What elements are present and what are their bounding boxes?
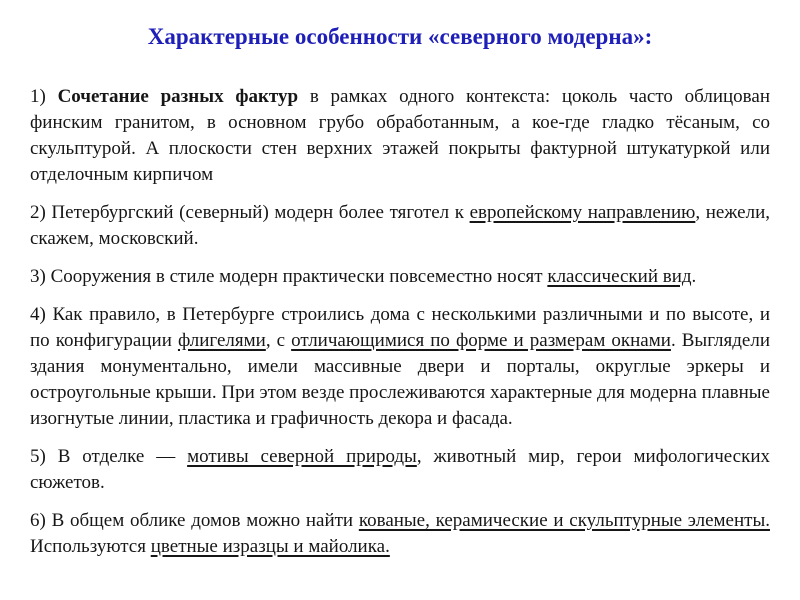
paragraph-4 <box>30 302 770 432</box>
text-segment: 3) Сооружения в стиле модерн практически повсеместно носят <box>30 266 548 287</box>
text-segment: , нежели, скажем, московский. <box>30 202 770 249</box>
text-segment-underlined: отличающимися по форме и размерам окнами <box>291 330 671 351</box>
paragraph-2 <box>30 200 770 252</box>
text-segment: 1) <box>30 86 58 107</box>
text-segment: 6) В общем облике домов можно найти <box>30 510 359 531</box>
text-segment: 2) Петербургский (северный) модерн более тяготел к <box>30 202 470 223</box>
text-segment-underlined: классический вид <box>547 266 692 287</box>
slide-title: Характерные особенности «северного модерна»: <box>147 24 653 49</box>
text-segment: в рамках одного контекста: цоколь часто облицован финским гранитом, в основном грубо обработанным, а кое-где гладко тёсаным, со скульптурой. А плоскости стен верхних этажей покрыты фактурной штукатуркой или отделочным кирпичом <box>30 86 770 185</box>
text-segment: . Выглядели здания монументально, имели массивные двери и порталы, округлые эркеры и остроугольные крыши. При этом везде прослеживаются характерные для модерна плавные изогнутые линии, пластика и графичность декора и фасада. <box>30 330 770 429</box>
paragraph-6 <box>30 508 770 560</box>
paragraph-3 <box>30 264 770 290</box>
text-segment-underlined: мотивы северной природы <box>187 446 417 467</box>
text-segment: . <box>691 266 697 287</box>
text-segment: 4) Как правило, в Петербурге строились дома с несколькими различными и по высоте, и по конфигурации <box>30 304 770 351</box>
text-segment-bold: Сочетание разных фактур <box>57 86 299 107</box>
text-segment-underlined: флигелями <box>177 330 266 351</box>
slide-body <box>30 84 770 560</box>
text-segment-underlined: кованые, керамические и скульптурные элементы. <box>358 510 770 531</box>
text-segment: Используются <box>30 536 151 557</box>
paragraph-5 <box>30 444 770 496</box>
text-segment: , животный мир, герои мифологических сюжетов. <box>30 446 770 493</box>
text-segment: , с <box>265 330 292 351</box>
text-segment-underlined: цветные изразцы и майолика. <box>150 536 390 557</box>
text-segment: 5) В отделке — <box>30 446 188 467</box>
text-segment-underlined: европейскому направлению <box>469 202 696 223</box>
paragraph-1 <box>30 84 770 188</box>
